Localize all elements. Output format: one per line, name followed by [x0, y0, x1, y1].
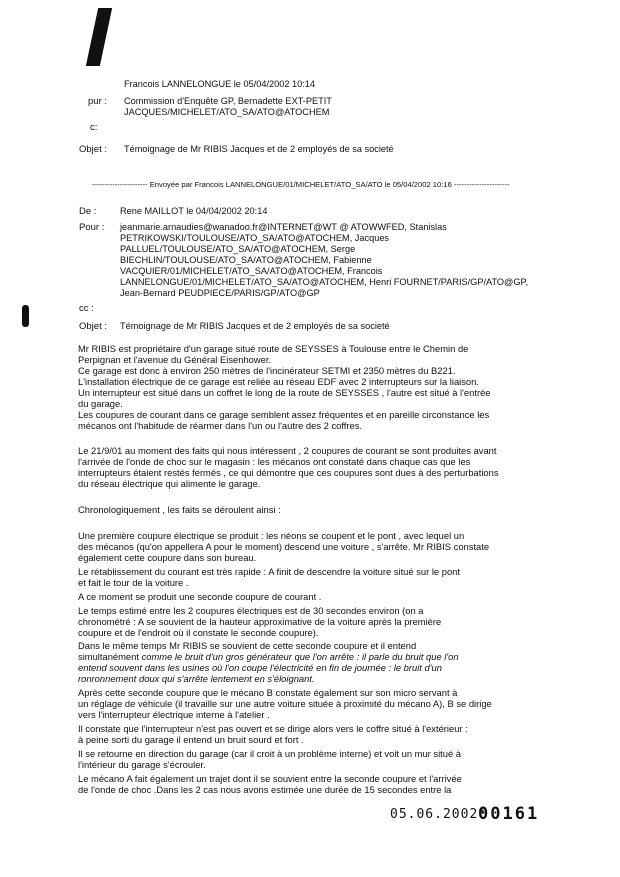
- body-p2-line-4: du réseau électrique qui alimente le garage.: [78, 478, 261, 489]
- body-p1-line-8: mécanos ont l'habitude de réarmer dans l'un ou l'autre des 2 coffres.: [78, 420, 363, 431]
- body-p4-line-2: des mécanos (qu'on appellera A pour le moment) descend une voiture , s'arrête. Mr RIBIS constate: [78, 541, 490, 552]
- forwarded-to-line-6: LANNELONGUE/01/MICHELET/ATO_SA/ATO@ATOCHEM, Henri FOURNET/PARIS/GP/ATO@GP,: [120, 277, 529, 287]
- header-to-line-1: Commission d'Enquête GP, Bernadette EXT-PETIT: [124, 96, 332, 106]
- body-p4-line-6: A ce moment se produit une seconde coupure de courant .: [78, 591, 322, 602]
- body-p5-line-3: vers l'interrupteur électrique interne à l'atelier .: [78, 709, 270, 720]
- body-p4-italic-line-1-lead: simultanément: [78, 651, 142, 662]
- body-p2-line-3: interrupteurs étaient restés fermés , ce qui démontre que ces coupures sont dues à des perturbations: [78, 467, 499, 478]
- body-p4-line-3: également cette coupure dans son bureau.: [78, 552, 257, 563]
- forwarded-to-line-2: PETRIKOWSKI/TOULOUSE/ATO_SA/ATO@ATOCHEM, Jacques: [120, 233, 390, 243]
- body-p5-line-8: Le mécano A fait également un trajet dont il se souvient entre la seconde coupure et l'arrivée: [78, 773, 462, 784]
- body-p2-line-2: l'arrivée de l'onde de choc sur le magasin : les mécanos ont constaté dans chaque cas que les: [78, 456, 471, 467]
- body-p1-line-2: Perpignan et l'avenue du Général Eisenhower.: [78, 354, 272, 365]
- forwarded-to-line-7: Jean-Bernard PEUDPIECE/PARIS/GP/ATO@GP: [120, 288, 320, 298]
- body-p5-line-6: Il se retourne en direction du garage (car il croit à un problème interne) et voit un mur situé à: [78, 748, 462, 759]
- header-subject: Témoignage de Mr RIBIS Jacques et de 2 employés de sa societé: [124, 144, 394, 154]
- body-p5-line-5: à peine sorti du garage il entend un bruit sourd et fort .: [78, 734, 304, 745]
- body-p4-italic-line-1-text: comme le bruit d'un gros générateur que l'on arrête : il parle du bruit que l'on: [141, 651, 459, 662]
- forwarded-to-line-3: PALLUEL/TOULOUSE/ATO_SA/ATO@ATOCHEM, Serge: [120, 244, 356, 254]
- forwarded-to-line-4: BIECHLIN/TOULOUSE/ATO_SA/ATO@ATOCHEM, Fabienne: [120, 255, 372, 265]
- body-p4-italic-line-1: [78, 651, 459, 662]
- body-p5-line-7: l'intérieur du garage s'écrouler.: [78, 759, 206, 770]
- forwarded-from: Rene MAILLOT le 04/04/2002 20:14: [120, 206, 268, 216]
- body-p5-line-4: Il constate que l'interrupteur n'est pas ouvert et se dirige alors vers le coffre situé à l'extérieur :: [78, 723, 468, 734]
- header-cc-label: c:: [90, 122, 98, 133]
- body-p4-line-9: coupure et de l'endroit où il constate le seconde coupure).: [78, 627, 319, 638]
- header-to-line-2: JACQUES/MICHELET/ATO_SA/ATO@ATOCHEM: [124, 107, 330, 117]
- forwarded-from-label: De :: [79, 206, 97, 217]
- body-p4-line-1: Une première coupure électrique se produit : les néons se coupent et le pont , avec lequel un: [78, 530, 465, 541]
- body-p5-line-1: Après cette seconde coupure que le mécano B constate également sur son micro servant à: [78, 687, 458, 698]
- body-p4-line-5: et fait le tour de la voiture .: [78, 577, 189, 588]
- forwarded-to-line-5: VACQUIER/01/MICHELET/ATO_SA/ATO@ATOCHEM, Francois: [120, 266, 383, 276]
- body-p3-line-1: Chronologiquement , les faits se déroulent ainsi :: [78, 504, 281, 515]
- body-p1-line-7: Les coupures de courant dans ce garage semblent assez fréquentes et en pareille circonstance les: [78, 409, 490, 420]
- header-to-label: pur :: [88, 96, 108, 107]
- scan-mark-side: [22, 305, 29, 327]
- scan-mark-top: [86, 8, 112, 66]
- body-p1-line-4: L'installation électrique de ce garage est reliée au réseau EDF avec 2 interrupteurs sur la liaison.: [78, 376, 479, 387]
- body-p2-line-1: Le 21/9/01 au moment des faits qui nous intéressent , 2 coupures de courant se sont produites avant: [78, 445, 497, 456]
- forward-separator: ---------------------- Envoyée par Francois LANNELONGUE/01/MICHELET/ATO_SA/ATO le 05/04/2002 10:16 ----------------------: [92, 180, 510, 189]
- body-p4-line-8: chronométré : A se souvient de la hauteur approximative de la voiture après la première: [78, 616, 442, 627]
- forwarded-cc-label: cc :: [79, 303, 94, 314]
- body-p4-line-7: Le temps estimé entre les 2 coupures électriques est de 30 secondes environ (on a: [78, 605, 424, 616]
- body-p4-italic-line-3: ronronnement doux qui s'arrête lentement en s'éloignant.: [78, 673, 315, 684]
- forwarded-to-label: Pour :: [79, 222, 105, 233]
- stamp-number: 00161: [478, 804, 540, 824]
- body-p4-line-4: Le rétablissement du courant est très rapide : A finit de descendre la voiture situé sur le pont: [78, 566, 460, 577]
- forwarded-subject: Témoignage de Mr RIBIS Jacques et de 2 employés de sa societé: [120, 321, 390, 331]
- body-p1-line-6: du garage.: [78, 398, 123, 409]
- body-p5-line-9: de l'onde de choc .Dans les 2 cas nous avons estimée une durée de 15 secondes entre la: [78, 784, 452, 795]
- body-p1-line-5: Un interrupteur est situé dans un coffret le long de la route de SEYSSES , l'autre est situé à l'entrée: [78, 387, 491, 398]
- header-subject-label: Objet :: [79, 144, 107, 155]
- forwarded-to-line-1: jeanmarie.arnaudies@wanadoo.fr@INTERNET@WT @ ATOWWFED, Stanislas: [120, 222, 447, 232]
- stamp-date: 05.06.2002*: [390, 807, 488, 822]
- header-from: Francois LANNELONGUE le 05/04/2002 10:14: [124, 79, 315, 89]
- body-p4-line-10: Dans le même temps Mr RIBIS se souvient de cette seconde coupure et il entend: [78, 640, 417, 651]
- body-p5-line-2: un réglage de véhicule (il travaille sur une autre voiture située à proximité du mécano A), B se dirige: [78, 698, 492, 709]
- forwarded-subject-label: Objet :: [79, 321, 107, 332]
- body-p1-line-3: Ce garage est donc à environ 250 mètres de l'incinérateur SETMI et 2350 mètres du B221.: [78, 365, 456, 376]
- body-p4-italic-line-2: entend souvent dans les usines où l'on coupe l'électricité en fin de journée : le bruit d'un: [78, 662, 442, 673]
- body-p1-line-1: Mr RIBIS est propriétaire d'un garage situé route de SEYSSES à Toulouse entre le Chemin de: [78, 343, 469, 354]
